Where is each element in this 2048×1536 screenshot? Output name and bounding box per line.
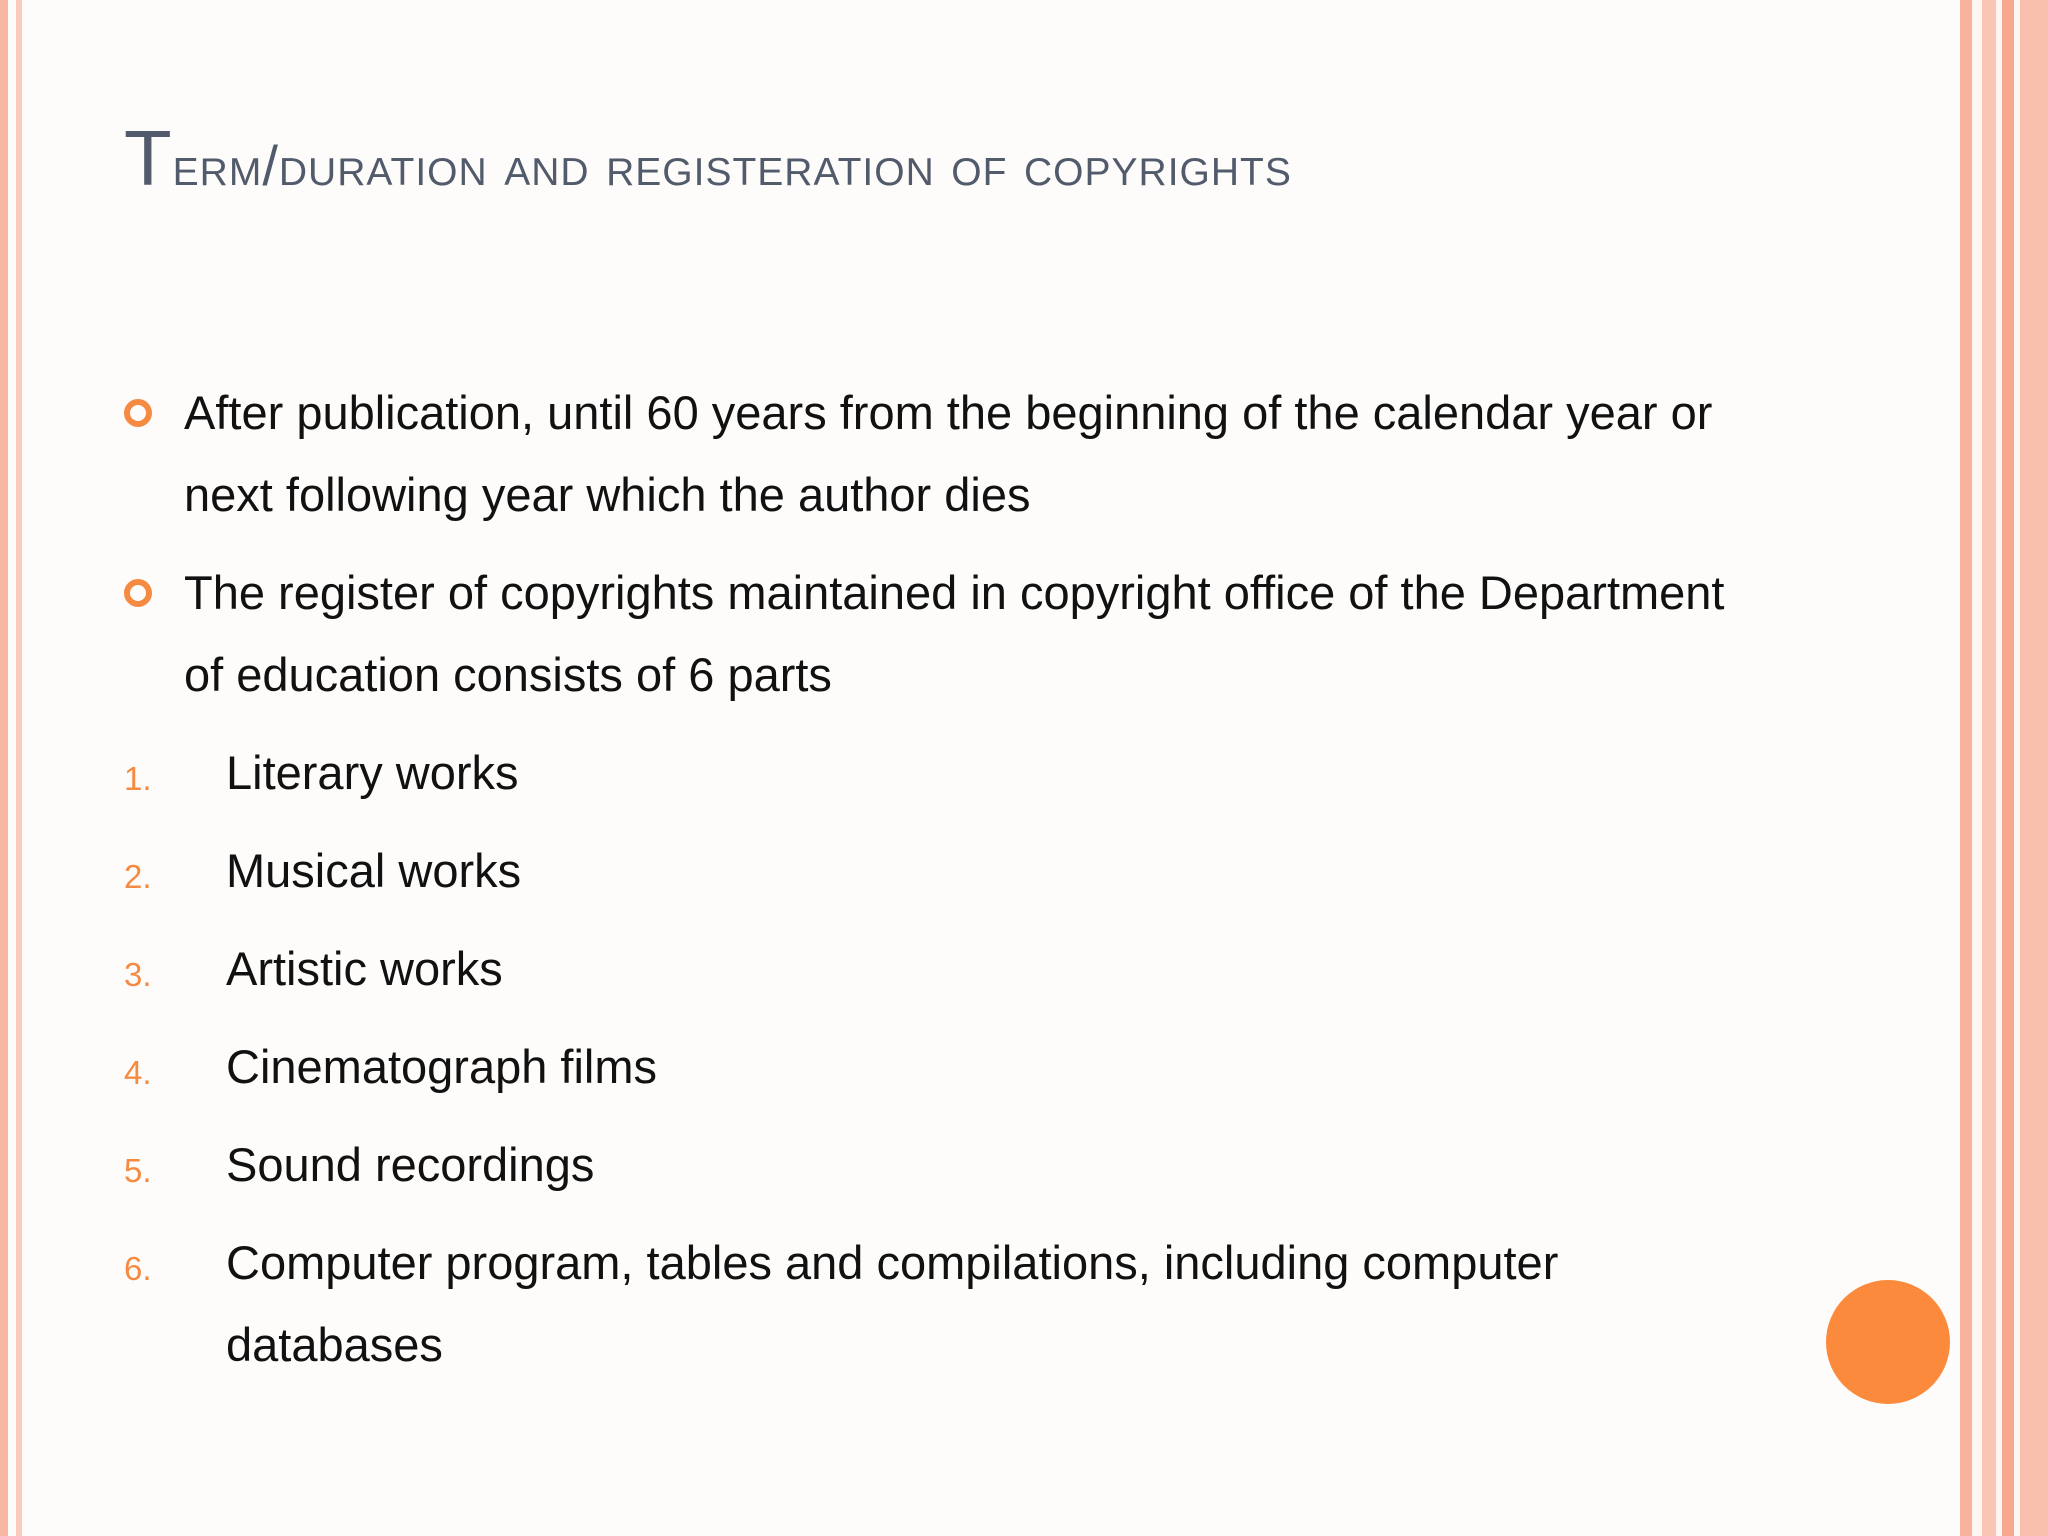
item-text: Cinematograph films [226,1040,658,1093]
item-number: 2. [124,858,152,895]
bullet-item [124,552,1744,716]
item-number: 1. [124,760,152,797]
item-text: Artistic works [226,942,503,995]
left-border [0,0,8,1536]
bullet-ring-icon [124,579,152,607]
numbered-item [124,1026,1744,1108]
item-text: Musical works [226,844,522,897]
left-border-inner [16,0,22,1536]
bullet-text: The register of copyrights maintained in copyright office of the Department of education consists of 6 parts [184,566,1725,701]
slide-content [124,372,1744,1402]
numbered-item [124,928,1744,1010]
right-stripes [1960,0,2048,1536]
item-number: 4. [124,1054,152,1091]
title-rest: erm/duration and registeration of copyrights [172,134,1292,197]
decorative-circle [1826,1280,1950,1404]
numbered-item [124,830,1744,912]
title-first-letter: T [124,114,173,202]
bullet-text: After publication, until 60 years from the beginning of the calendar year or next following year which the author dies [184,386,1713,521]
numbered-item [124,1124,1744,1206]
numbered-item [124,1222,1744,1386]
bullet-item [124,372,1744,536]
numbered-item [124,732,1744,814]
slide-title [124,108,1684,216]
item-text: Sound recordings [226,1138,595,1191]
item-number: 6. [124,1250,152,1287]
item-text: Computer program, tables and compilations, including computer databases [226,1236,1559,1371]
item-number: 3. [124,956,152,993]
bullet-ring-icon [124,399,152,427]
item-text: Literary works [226,746,519,799]
item-number: 5. [124,1152,152,1189]
